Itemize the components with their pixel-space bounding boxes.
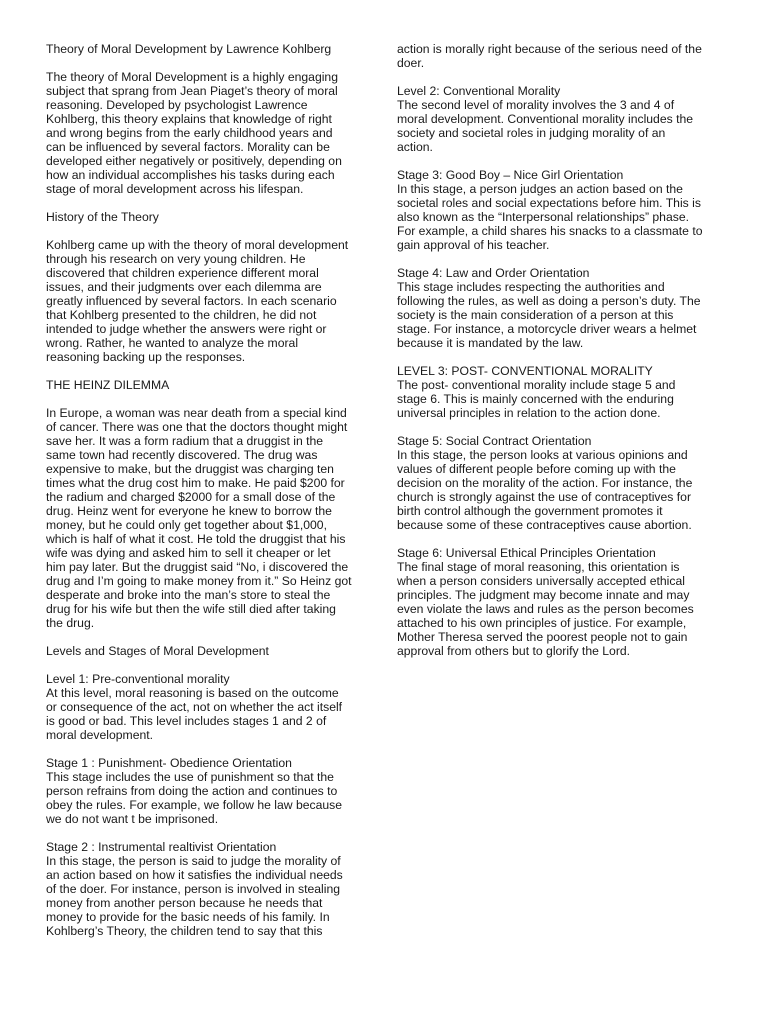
stage2-paragraph: In this stage, the person is said to judge the morality of an action based on how it satisfies the individual needs of the doer. For instance, person is involved in stealing money from another person because he needs that money to provide for the basic needs of his family. In Kohlberg’s Theory, the children tend to say that this (46, 854, 343, 938)
heinz-heading: THE HEINZ DILEMMA (46, 378, 170, 392)
right-column (397, 42, 723, 672)
stage2-heading: Stage 2 : Instrumental realtivist Orientation (46, 840, 277, 854)
document-title: Theory of Moral Development by Lawrence Kohlberg (46, 42, 332, 56)
stage5-heading: Stage 5: Social Contract Orientation (397, 434, 592, 448)
stage4-paragraph: This stage includes respecting the authorities and following the rules, as well as doing a person’s duty. The society is the main consideration of a person at this stage. For instance, a motorcycle driver wears a helmet because it is mandated by the law. (397, 280, 701, 350)
stage1-heading: Stage 1 : Punishment- Obedience Orientation (46, 756, 292, 770)
stage4-heading: Stage 4: Law and Order Orientation (397, 266, 590, 280)
level2-heading: Level 2: Conventional Morality (397, 84, 561, 98)
history-paragraph: Kohlberg came up with the theory of moral development through his research on very young children. He discovered that children experience different moral issues, and their judgments over each dilemma are greatly influenced by several factors. In each scenario that Kohlberg presented to the children, he did not intended to judge whether the answers were right or wrong. Rather, he wanted to analyze the moral reasoning backing up the responses. (46, 238, 349, 364)
history-heading: History of the Theory (46, 210, 159, 224)
stage6-heading: Stage 6: Universal Ethical Principles Orientation (397, 546, 656, 560)
stage2-continued-paragraph: action is morally right because of the serious need of the doer. (397, 42, 702, 70)
stage3-heading: Stage 3: Good Boy – Nice Girl Orientation (397, 168, 624, 182)
level1-heading: Level 1: Pre-conventional morality (46, 672, 230, 686)
stage3-paragraph: In this stage, a person judges an action based on the societal roles and social expectations before him. This is also known as the “Interpersonal relationships” phase. For example, a child shares his snacks to a classmate to gain approval of his teacher. (397, 182, 703, 252)
stage6-paragraph: The final stage of moral reasoning, this orientation is when a person considers universally accepted ethical principles. The judgment may become innate and may even violate the laws and rules as the person becomes attached to his own principles of justice. For example, Mother Theresa served the poorest people not to gain approval from others but to glorify the Lord. (397, 560, 694, 658)
level1-paragraph: At this level, moral reasoning is based on the outcome or consequence of the act, not on whether the act itself is good or bad. This level includes stages 1 and 2 of moral development. (46, 686, 343, 742)
levels-heading: Levels and Stages of Moral Development (46, 644, 269, 658)
heinz-paragraph: In Europe, a woman was near death from a special kind of cancer. There was one that the doctors thought might save her. It was a form radium that a druggist in the same town had recently discovered. The drug was expensive to make, but the druggist was charging ten times what the drug cost him to make. He paid $200 for the radium and charged $2000 for a small dose of the drug. Heinz went for everyone he knew to borrow the money, but he could only get together about $1,000, which is half of what it cost. He told the druggist that his wife was dying and asked him to sell it cheaper or let him pay later. But the druggist said “No, i discovered the drug and I’m going to make money from it.” So Heinz got desperate and broke into the man’s store to steal the drug for his wife but then the wife still died after taking the drug. (46, 406, 352, 630)
level3-heading: LEVEL 3: POST- CONVENTIONAL MORALITY (397, 364, 653, 378)
level2-paragraph: The second level of morality involves the 3 and 4 of moral development. Conventional morality includes the society and societal roles in judging morality of an action. (397, 98, 694, 154)
intro-paragraph: The theory of Moral Development is a highly engaging subject that sprang from Jean Piaget’s theory of moral reasoning. Developed by psychologist Lawrence Kohlberg, this theory explains that knowledge of right and wrong begins from the early childhood years and can be influenced by several factors. Morality can be developed either negatively or positively, depending on how an individual accomplishes his tasks during each stage of moral development across his lifespan. (46, 70, 342, 196)
stage1-paragraph: This stage includes the use of punishment so that the person refrains from doing the action and continues to obey the rules. For example, we follow he law because we do not want t be imprisoned. (46, 770, 343, 826)
level3-paragraph: The post- conventional morality include stage 5 and stage 6. This is mainly concerned with the enduring universal principles in relation to the action done. (397, 378, 676, 420)
left-column (46, 42, 368, 952)
stage5-paragraph: In this stage, the person looks at various opinions and values of different people before coming up with the decision on the morality of the action. For instance, the church is strongly against the use of contraceptives for birth control although the government promotes it because some of these contraceptives cause abortion. (397, 448, 693, 532)
